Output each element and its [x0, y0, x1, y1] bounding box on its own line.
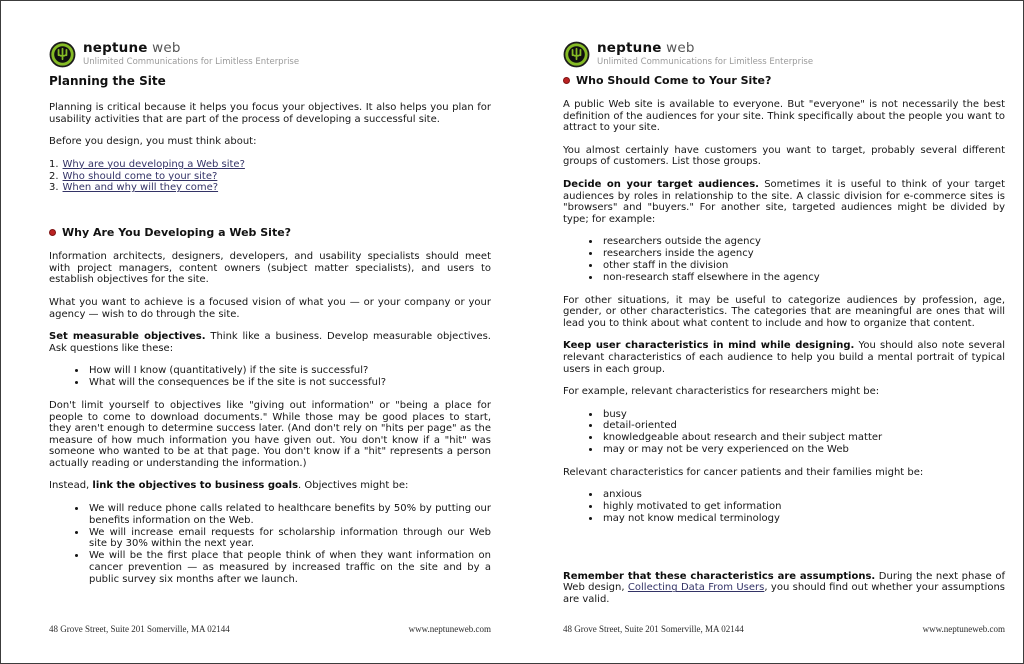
footer-website: www.neptuneweb.com	[408, 624, 491, 634]
bullet-item: • anxious	[601, 489, 1005, 501]
page-title: Planning the Site	[49, 74, 166, 88]
paragraph-keep-characteristics: Keep user characteristics in mind while designing. You should also note several relevant characteristics of each audience to help you build a mental portrait of typical users in each group.	[563, 340, 1005, 375]
paragraph-decide: Decide on your target audiences. Sometimes it is useful to think of your target audiences by roles in relationship to the site. A classic division for e-commerce sites is "browsers" and "buyers." For another site, targeted audiences might be divided by type; for example:	[563, 178, 1006, 225]
bullet-item: • We will increase email requests for scholarship information through our Web site by 30% within the next year.	[87, 527, 491, 551]
paragraph: A public Web site is available to everyone. But "everyone" is not necessarily the best definition of the audiences for your site. Think specifically about the people you want to attract to your site.	[563, 99, 1005, 134]
section-heading-why-developing: Why Are You Developing a Web Site?	[49, 226, 491, 239]
bullet-item: • How will I know (quantitatively) if the site is successful?	[87, 365, 491, 377]
intro-paragraph-2: Before you design, you must think about:	[49, 136, 257, 148]
bullet-item: • detail-oriented	[601, 420, 1005, 432]
paragraph: For other situations, it may be useful to categorize audiences by profession, age, gender, or other characteristics. The categories that are meaningful are ones that will lead you to think about what content to include and how to organize that content.	[563, 294, 1005, 329]
business-goals-list	[49, 503, 491, 586]
question-link-why-developing[interactable]: Why are you developing a Web site?	[62, 158, 245, 170]
question-link-when-and-why[interactable]: When and why will they come?	[62, 182, 219, 194]
paragraph-remember-assumptions: Remember that these characteristics are assumptions. During the next phase of Web design, Collecting Data From Users, you should find out whether your assumptions are valid.	[563, 570, 1006, 606]
brand-tagline: Unlimited Communications for Limitless Enterprise	[597, 57, 814, 68]
bullet-item: • may or may not be very experienced on the Web	[601, 444, 1005, 456]
question-list	[49, 159, 491, 194]
paragraph: Information architects, designers, developers, and usability specialists should meet with project managers, content owners (subject matter specialists), and users to establish objectives for the site.	[49, 251, 491, 286]
paragraph-set-objectives: Set measurable objectives. Think like a business. Develop measurable objectives. Ask questions like these:	[49, 331, 491, 354]
bullet-item: • highly motivated to get information	[601, 501, 1005, 513]
paragraph-instead: Instead, link the objectives to business goals. Objectives might be:	[49, 480, 409, 492]
collecting-data-link[interactable]: Collecting Data From Users	[627, 582, 765, 594]
objective-questions-list	[49, 365, 491, 389]
left-page-footer	[49, 624, 491, 634]
bullet-item: • may not know medical terminology	[601, 513, 1005, 525]
bullet-item: • busy	[601, 409, 1005, 421]
brand-header	[49, 41, 491, 68]
neptune-logo-icon	[49, 41, 76, 68]
right-page-footer	[563, 624, 1005, 634]
brand-header	[563, 41, 1005, 68]
brand-text	[597, 41, 813, 67]
list-number: 2.	[49, 170, 59, 182]
paragraph: For example, relevant characteristics for researchers might be:	[563, 386, 880, 398]
footer-address: 48 Grove Street, Suite 201 Somerville, MA 02144	[563, 624, 744, 634]
footer-address: 48 Grove Street, Suite 201 Somerville, MA 02144	[49, 624, 230, 634]
brand-name: neptune	[597, 40, 662, 56]
list-item	[49, 182, 491, 194]
brand-name: neptune	[83, 40, 148, 56]
patient-traits-list	[563, 489, 1005, 524]
list-number: 1.	[49, 158, 59, 170]
brand-text	[83, 41, 299, 67]
paragraph: Relevant characteristics for cancer patients and their families might be:	[563, 466, 924, 478]
paragraph: What you want to achieve is a focused vision of what you — or your company or your agency — wish to do through the site.	[49, 296, 491, 320]
paragraph: Don't limit yourself to objectives like "giving out information" or "being a place for people to come to download documents." While those may be good places to start, they aren't enough to determine success later. (And don't rely on "hits per page" as the measure of how much information you have given out. You don't know if a "hit" was someone who wanted to be at that page. You don't know if a "hit" represents a person actually reading or understanding the information.)	[49, 399, 491, 469]
bullet-item: • What will the consequences be if the site is not successful?	[87, 377, 491, 389]
brand-name-suffix: web	[152, 40, 181, 56]
researcher-traits-list	[563, 409, 1005, 456]
left-page	[49, 41, 491, 597]
brand-tagline: Unlimited Communications for Limitless Enterprise	[83, 57, 300, 68]
list-number: 3.	[49, 182, 59, 194]
list-item	[49, 159, 491, 171]
audience-types-list	[563, 236, 1005, 283]
bullet-item: • researchers inside the agency	[601, 248, 1005, 260]
neptune-logo-icon	[563, 41, 590, 68]
right-page	[563, 41, 1005, 617]
bullet-item: • We will reduce phone calls related to healthcare benefits by 50% by putting our benefits information on the Web.	[87, 503, 491, 527]
list-item	[49, 171, 491, 183]
bullet-item: • researchers outside the agency	[601, 236, 1005, 248]
intro-paragraph: Planning is critical because it helps you focus your objectives. It also helps you plan for usability activities that are part of the process of developing a successful site.	[49, 102, 491, 125]
bullet-item: • non-research staff elsewhere in the agency	[601, 272, 1005, 284]
paragraph: You almost certainly have customers you want to target, probably several different groups of customers. List those groups.	[563, 144, 1005, 168]
section-heading-who-should-come: Who Should Come to Your Site?	[563, 74, 1005, 87]
red-bullet-icon	[49, 229, 56, 236]
bullet-item: • We will be the first place that people think of when they want information on cancer prevention — as measured by increased traffic on the site and by a public survey six months after we launch.	[87, 550, 491, 585]
question-link-who-should-come[interactable]: Who should come to your site?	[62, 170, 218, 182]
red-bullet-icon	[563, 77, 570, 84]
footer-website: www.neptuneweb.com	[922, 624, 1005, 634]
brand-name-suffix: web	[666, 40, 695, 56]
bullet-item: • other staff in the division	[601, 260, 1005, 272]
bullet-item: • knowledgeable about research and their subject matter	[601, 432, 1005, 444]
